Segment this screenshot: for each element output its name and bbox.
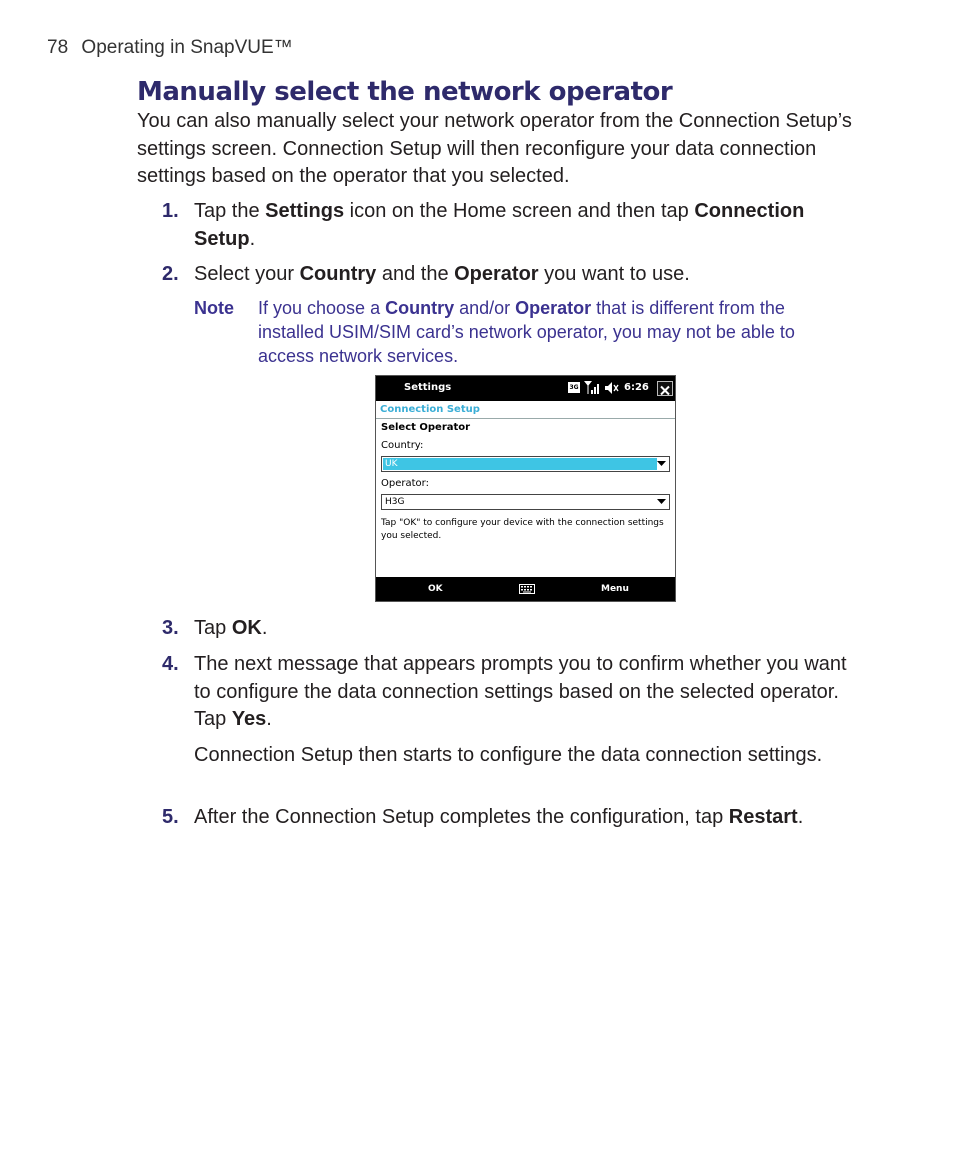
text-run: icon on the Home screen and then tap bbox=[344, 200, 695, 222]
screen-subtitle: Connection Setup bbox=[380, 404, 480, 415]
operator-label: Operator: bbox=[381, 478, 429, 489]
bold-term: Yes bbox=[231, 708, 267, 730]
menu-softkey[interactable]: Menu bbox=[601, 584, 629, 594]
step-2 bbox=[162, 261, 862, 289]
note-text bbox=[258, 296, 834, 368]
text-run: and/or bbox=[454, 298, 516, 318]
note-box bbox=[194, 296, 834, 368]
step-text bbox=[194, 261, 862, 289]
volume-icon[interactable] bbox=[605, 382, 621, 394]
step-text bbox=[194, 615, 862, 643]
section-name: Operating in SnapVUE™ bbox=[81, 37, 293, 58]
intro-paragraph: You can also manually select your network operator from the Connection Setup’s settings screen. Connection Setup will then reconfigure your data connection settings based on the operator that you selected. bbox=[137, 110, 852, 187]
section-title: Manually select the network operator bbox=[137, 77, 673, 107]
bold-term: Operator bbox=[515, 298, 592, 318]
bold-term: Operator bbox=[454, 263, 539, 285]
clock[interactable]: 6:26 bbox=[624, 382, 649, 393]
bold-term: Country bbox=[385, 298, 455, 318]
ok-softkey[interactable]: OK bbox=[428, 584, 443, 594]
text-run: and the bbox=[376, 263, 455, 285]
signal-strength-icon[interactable] bbox=[584, 381, 600, 395]
text-run: . bbox=[266, 708, 272, 730]
close-icon bbox=[658, 384, 672, 397]
country-select-value: UK bbox=[383, 458, 657, 470]
step-4 bbox=[162, 651, 862, 769]
text-run: After the Connection Setup completes the configuration, tap bbox=[194, 806, 729, 828]
text-run: . bbox=[797, 806, 804, 828]
text-run: If you choose a bbox=[258, 298, 386, 318]
phone-screenshot bbox=[375, 375, 676, 602]
step-number: 4. bbox=[162, 653, 179, 675]
step-number: 3. bbox=[162, 617, 179, 639]
country-select[interactable] bbox=[381, 456, 670, 472]
dropdown-arrow-icon bbox=[657, 499, 666, 505]
text-run: that is different from the installed USIM/SIM card’s network operator, you may not be able to access network services. bbox=[258, 298, 795, 366]
title-bar-title: Settings bbox=[404, 382, 452, 393]
bold-term: Settings bbox=[265, 200, 345, 222]
step-3 bbox=[162, 615, 862, 643]
close-button[interactable] bbox=[657, 381, 673, 396]
text-run: Tap bbox=[194, 617, 232, 639]
divider bbox=[376, 418, 675, 419]
step-text bbox=[194, 198, 862, 253]
help-text: Tap "OK" to configure your device with the connection settings you selected. bbox=[381, 518, 664, 541]
bold-term: Country bbox=[299, 263, 377, 285]
bold-term: Restart bbox=[728, 806, 798, 828]
text-run: you want to use. bbox=[538, 263, 690, 285]
network-3g-icon: 3G bbox=[569, 384, 579, 391]
bold-term: OK bbox=[231, 617, 262, 639]
running-header bbox=[47, 37, 293, 59]
step-followup-text: Connection Setup then starts to configure the data connection settings. bbox=[194, 743, 823, 766]
step-text bbox=[194, 651, 862, 734]
dropdown-arrow-icon bbox=[657, 461, 666, 467]
operator-select-value: H3G bbox=[385, 497, 405, 507]
step-1 bbox=[162, 198, 862, 253]
step-text bbox=[194, 804, 862, 832]
text-run: . bbox=[261, 617, 268, 639]
step-number: 2. bbox=[162, 263, 179, 285]
text-run: . bbox=[249, 227, 256, 250]
note-label: Note bbox=[194, 298, 234, 318]
step-number: 5. bbox=[162, 806, 179, 828]
country-label: Country: bbox=[381, 440, 424, 451]
bold-term: Connection Setup bbox=[194, 200, 805, 250]
soft-key-bar bbox=[376, 577, 675, 601]
title-bar bbox=[376, 376, 675, 401]
keyboard-icon[interactable] bbox=[519, 584, 535, 594]
step-5 bbox=[162, 804, 862, 832]
page-number: 78 bbox=[47, 37, 69, 58]
text-run: The next message that appears prompts you to confirm whether you want to configure the data connection settings based on the selected operator. Tap bbox=[194, 653, 847, 730]
text-run: Select your bbox=[194, 263, 300, 285]
screen-heading: Select Operator bbox=[381, 422, 471, 433]
step-number: 1. bbox=[162, 200, 179, 222]
text-run: Tap the bbox=[194, 200, 266, 222]
operator-select[interactable] bbox=[381, 494, 670, 510]
